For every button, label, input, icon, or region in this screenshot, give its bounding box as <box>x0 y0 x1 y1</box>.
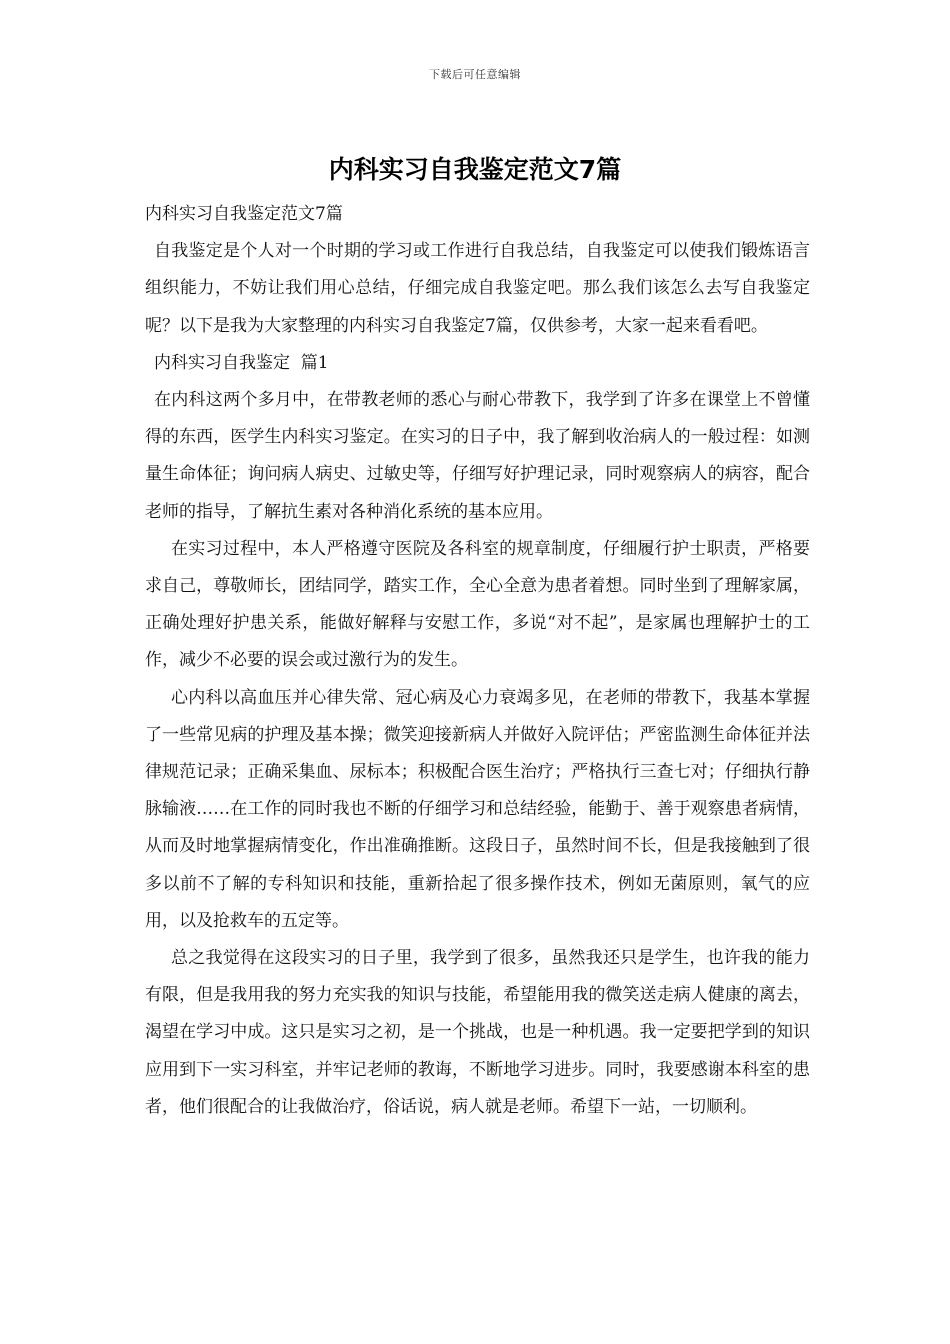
section-heading: 内科实习自我鉴定 篇1 <box>154 352 329 373</box>
header-note: 下载后可任意编辑 <box>429 68 521 81</box>
document-title: 内科实习自我鉴定范文7篇 <box>328 155 622 184</box>
body-paragraph: 在内科这两个多月中，在带教老师的悉心与耐心带教下，我学到了许多在课堂上不曾懂得的东西，医学生内科实习鉴定。在实习的日子中，我了解到收治病人的一般过程：如测量生命体征；询问病人病史、过敏史等，仔细写好护理记录，同时观察病人的病容，配合老师的指导，了解抗生素对各种消化系统的基本应用。 <box>145 390 810 522</box>
body-paragraph: 心内科以高血压并心律失常、冠心病及心力衰竭多见，在老师的带教下，我基本掌握了一些常见病的护理及基本操；微笑迎接新病人并做好入院评估；严密监测生命体征并法律规范记录；正确采集血、尿标本；积极配合医生治疗；严格执行三查七对；仔细执行静脉输液……在工作的同时我也不断的仔细学习和总结经验，能勤于、善于观察患者病情，从而及时地掌握病情变化，作出准确推断。这段日子，虽然时间不长，但是我接触到了很多以前不了解的专科知识和技能，重新拾起了很多操作技术，例如无菌原则，氧气的应用，以及抢救车的五定等。 <box>145 687 810 931</box>
body-paragraph: 总之我觉得在这段实习的日子里，我学到了很多，虽然我还只是学生，也许我的能力有限，但是我用我的努力充实我的知识与技能，希望能用我的微笑送走病人健康的离去，渴望在学习中成。这只是实习之初，是一个挑战，也是一种机遇。我一定要把学到的知识应用到下一实习科室，并牢记老师的教诲，不断地学习进步。同时，我要感谢本科室的患者，他们很配合的让我做治疗，俗话说，病人就是老师。希望下一站，一切顺利。 <box>145 948 810 1117</box>
document-body <box>145 196 810 1126</box>
body-paragraph: 在实习过程中，本人严格遵守医院及各科室的规章制度，仔细履行护士职责，严格要求自己，尊敬师长，团结同学，踏实工作，全心全意为患者着想。同时坐到了理解家属，正确处理好护患关系，能做好解释与安慰工作，多说“对不起”，是家属也理解护士的工作，减少不必要的误会或过激行为的发生。 <box>145 538 810 671</box>
document-subtitle: 内科实习自我鉴定范文7篇 <box>145 204 343 224</box>
intro-paragraph: 自我鉴定是个人对一个时期的学习或工作进行自我总结，自我鉴定可以使我们锻炼语言组织能力，不妨让我们用心总结，仔细完成自我鉴定吧。那么我们该怎么去写自我鉴定呢？以下是我为大家整理的内科实习自我鉴定7篇，仅供参考，大家一起来看看吧。 <box>145 241 810 336</box>
